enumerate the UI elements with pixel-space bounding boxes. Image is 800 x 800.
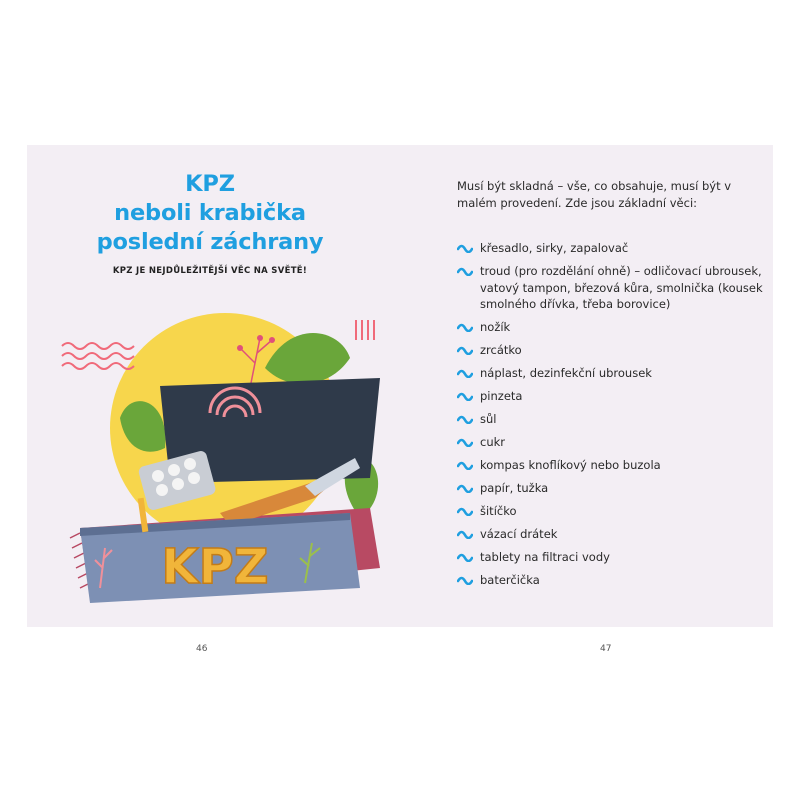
page-subtitle: KPZ JE NEJDŮLEŽITĚJŠÍ VĚC NA SVĚTĚ! (112, 266, 308, 276)
wave-bullet-icon (457, 575, 473, 585)
list-item: troud (pro rozdělání ohně) – odličovací ubrousek, vatový tampon, březová kůra, smolnička (kousek smolného dřívka, třeba borovice) (457, 263, 767, 313)
list-item: baterčička (457, 572, 767, 589)
list-item: pinzeta (457, 388, 767, 405)
wave-bullet-icon (457, 506, 473, 516)
wave-bullet-icon (457, 437, 473, 447)
intro-text: Musí být skladná – vše, co obsahuje, musí být v malém provedení. Zde jsou základní věci: (457, 179, 732, 210)
wave-bullet-icon (457, 414, 473, 424)
list-item: kompas knoflíkový nebo buzola (457, 457, 767, 474)
list-item: sůl (457, 411, 767, 428)
wave-bullet-icon (457, 345, 473, 355)
list-item: zrcátko (457, 342, 767, 359)
list-item: tablety na filtraci vody (457, 549, 767, 566)
list-item: papír, tužka (457, 480, 767, 497)
wave-bullet-icon (457, 368, 473, 378)
list-item: křesadlo, sirky, zapalovač (457, 240, 767, 257)
wave-bullet-icon (457, 266, 473, 276)
wave-bullet-icon (457, 460, 473, 470)
wave-bullet-icon (457, 483, 473, 493)
title-line-1: KPZ (185, 171, 235, 197)
list-item: vázací drátek (457, 526, 767, 543)
list-item: nožík (457, 319, 767, 336)
list-item: šitíčko (457, 503, 767, 520)
wave-bullet-icon (457, 322, 473, 332)
title-line-3: poslední záchrany (96, 229, 324, 255)
wave-bullet-icon (457, 243, 473, 253)
title-line-2: neboli krabička (114, 200, 306, 226)
kpz-box-illustration (50, 298, 390, 620)
wave-bullet-icon (457, 391, 473, 401)
box-label: KPZ (161, 539, 269, 595)
item-list (457, 240, 767, 595)
wave-bullet-icon (457, 529, 473, 539)
page-title (40, 170, 380, 257)
page-number-right: 47 (600, 644, 612, 654)
list-item: cukr (457, 434, 767, 451)
list-item: náplast, dezinfekční ubrousek (457, 365, 767, 382)
wave-bullet-icon (457, 552, 473, 562)
page-number-left: 46 (196, 644, 208, 654)
